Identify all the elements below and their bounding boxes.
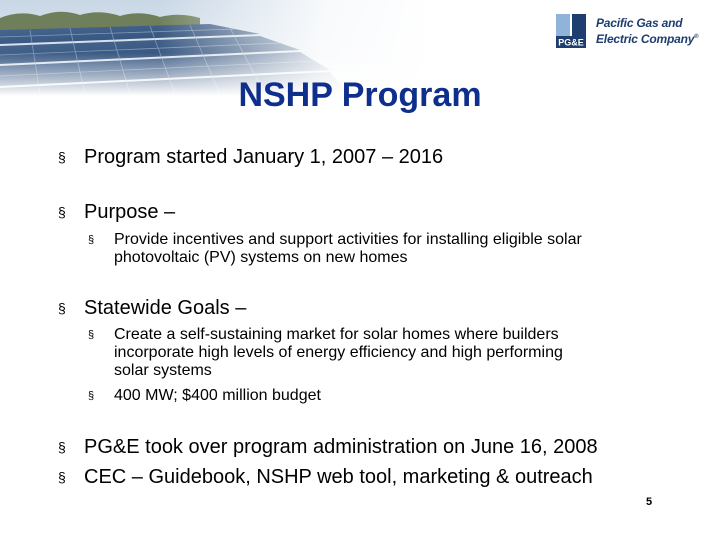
bullet-marker: §: [58, 149, 66, 165]
logo-line-1: Pacific Gas and: [596, 16, 683, 30]
page-number: 5: [646, 496, 653, 508]
logo-line-2: Electric Company®: [596, 32, 699, 46]
bullet-marker: §: [58, 300, 66, 316]
bullet-text: PG&E took over program administration on June 16, 2008: [84, 436, 598, 458]
bullet-marker: §: [58, 439, 66, 455]
bullet-text: Purpose –: [84, 201, 176, 223]
sub-bullet-line: solar systems: [114, 362, 212, 379]
bullet-marker: §: [58, 469, 66, 485]
svg-text:PG&E: PG&E: [558, 37, 584, 48]
sub-bullet-line: photovoltaic (PV) systems on new homes: [114, 249, 408, 266]
bullet-marker: §: [58, 204, 66, 220]
sub-bullet-marker: §: [88, 329, 95, 341]
sub-bullet-line: incorporate high levels of energy efficiency and high performing: [114, 344, 563, 361]
bullet-text: Statewide Goals –: [84, 297, 247, 319]
sub-bullet-marker: §: [88, 234, 95, 246]
sub-bullet-text: [114, 231, 704, 267]
sub-bullet-text: [114, 387, 704, 405]
sub-bullet-line: 400 MW; $400 million budget: [114, 387, 321, 404]
slide-title-text: NSHP Program: [238, 76, 482, 114]
bullet-text: Program started January 1, 2007 – 2016: [84, 146, 444, 168]
sub-bullet-marker: §: [88, 390, 95, 402]
sub-bullet-text: [114, 326, 704, 380]
bullet-text: CEC – Guidebook, NSHP web tool, marketing & outreach: [84, 466, 593, 488]
sub-bullet-line: Create a self-sustaining market for solar homes where builders: [114, 326, 559, 343]
sub-bullet-line: Provide incentives and support activities for installing eligible solar: [114, 231, 582, 248]
